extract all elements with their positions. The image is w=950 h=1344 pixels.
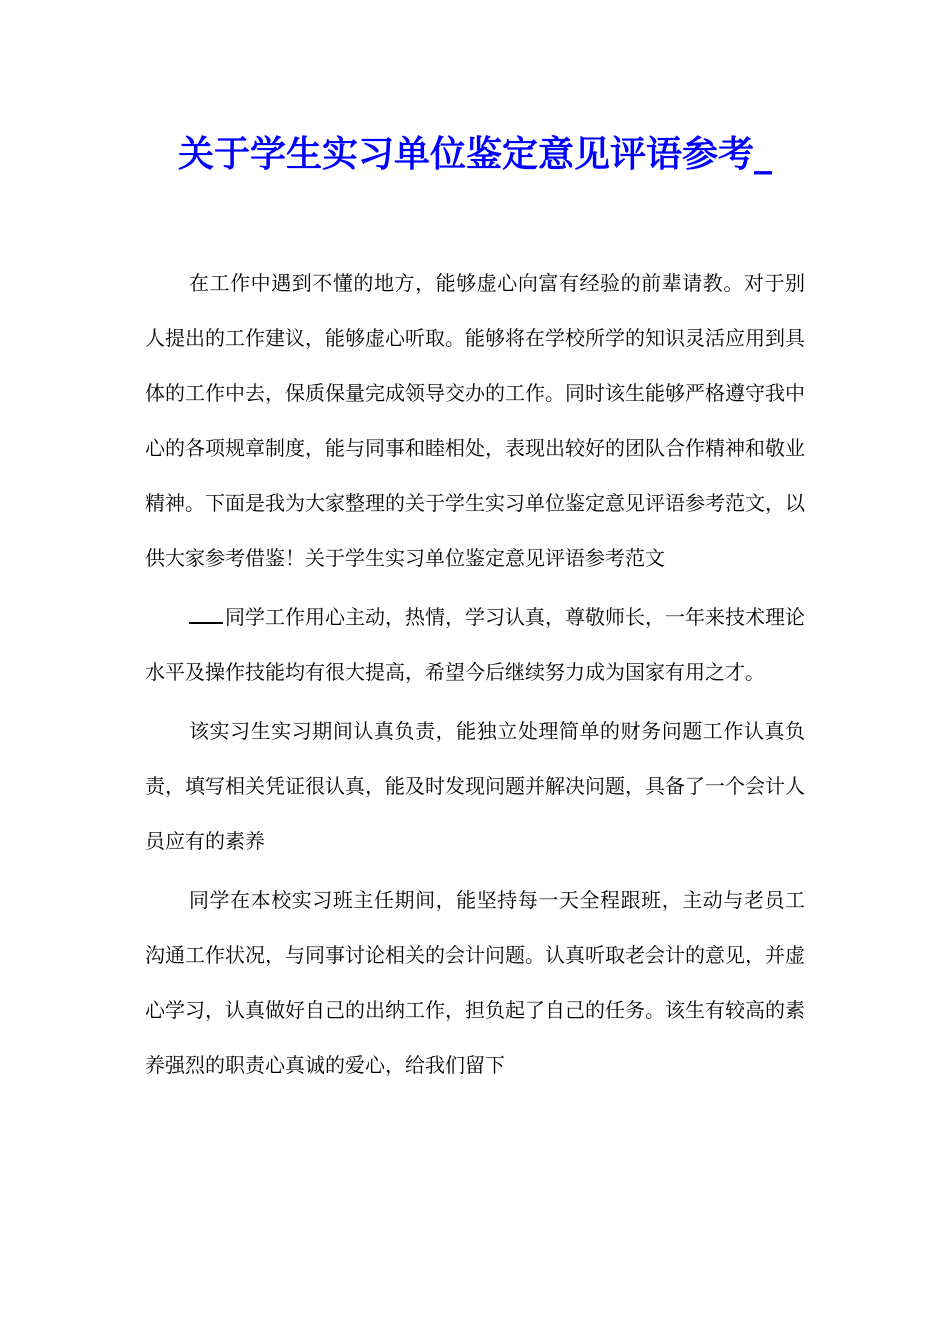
document-body — [145, 256, 805, 1097]
paragraph-student-evaluation-text: 同学工作用心主动，热情，学习认真，尊敬师长，一年来技术理论水平及操作技能均有很大提高，希望今后继续努力成为国家有用之才。 — [145, 605, 805, 684]
paragraph-student-evaluation — [145, 590, 805, 700]
name-blank — [189, 608, 223, 624]
paragraph-intern-evaluation: 该实习生实习期间认真负责，能独立处理简单的财务问题工作认真负责，填写相关凭证很认真，能及时发现问题并解决问题，具备了一个会计人员应有的素养 — [145, 719, 805, 853]
paragraph-intro: 在工作中遇到不懂的地方，能够虚心向富有经验的前辈请教。对于别人提出的工作建议，能够虚心听取。能够将在学校所学的知识灵活应用到具体的工作中去，保质保量完成领导交办的工作。同时该生能够严格遵守我中心的各项规章制度，能与同事和睦相处，表现出较好的团队合作精神和敬业精神。下面是我为大家整理的关于学生实习单位鉴定意见评语参考范文，以供大家参考借鉴！关于学生实习单位鉴定意见评语参考范文 — [145, 271, 805, 570]
document-title: 关于学生实习单位鉴定意见评语参考_ — [177, 133, 772, 175]
paragraph-teacher-evaluation: 同学在本校实习班主任期间，能坚持每一天全程跟班，主动与老员工沟通工作状况，与同事讨论相关的会计问题。认真听取老会计的意见，并虚心学习，认真做好自己的出纳工作，担负起了自己的任务。该生有较高的素养强烈的职责心真诚的爱心，给我们留下 — [145, 888, 805, 1077]
